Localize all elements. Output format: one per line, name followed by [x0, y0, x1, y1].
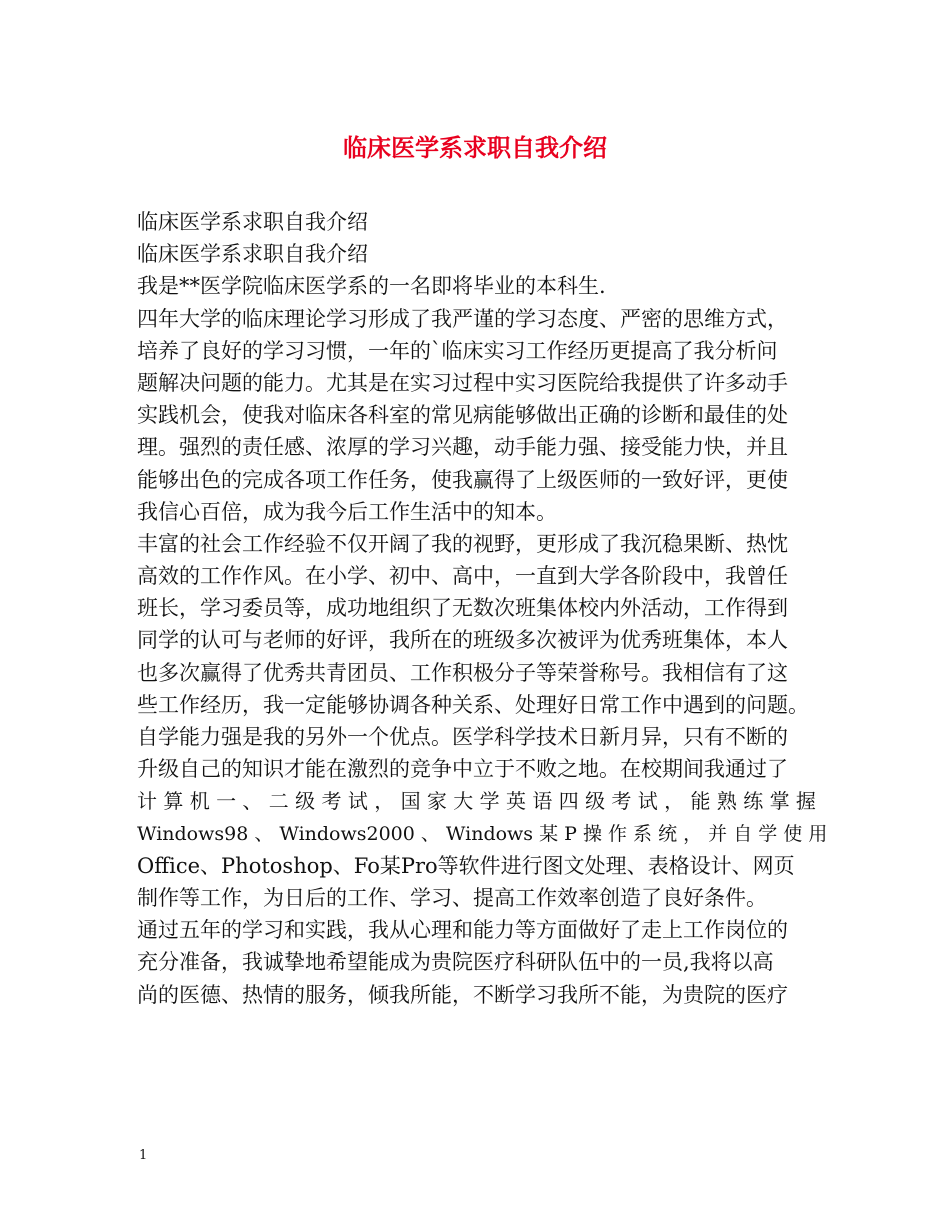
text-line: 培养了良好的学习习惯，一年的`临床实习工作经历更提高了我分析问 — [137, 338, 778, 363]
document-body — [137, 206, 828, 1011]
text-line: 同学的认可与老师的好评，我所在的班级多次被评为优秀班集体，本人 — [137, 628, 788, 653]
text-line: 高效的工作作风。在小学、初中、高中，一直到大学各阶段中，我曾任 — [137, 564, 788, 589]
text-line: 升级自己的知识才能在激烈的竞争中立于不败之地。在校期间我通过了 — [137, 757, 788, 782]
text-line: 丰富的社会工作经验不仅开阔了我的视野，更形成了我沉稳果断、热忱 — [137, 531, 788, 556]
text-line: 我是**医学院临床医学系的一名即将毕业的本科生. — [137, 274, 606, 299]
text-line: 临床医学系求职自我介绍 — [137, 210, 368, 234]
text-line: 临床医学系求职自我介绍 — [137, 242, 368, 267]
text-line: 自学能力强是我的另外一个优点。医学科学技术日新月异，只有不断的 — [137, 725, 788, 749]
text-line: Windows98 、 Windows2000 、 Windows 某 P 操 作 系 统 ， 并 自 学 使 用 — [137, 822, 828, 845]
text-line: 能够出色的完成各项工作任务，使我赢得了上级医师的一致好评，更使 — [137, 467, 788, 492]
text-line: 制作等工作，为日后的工作、学习、提高工作效率创造了良好条件。 — [137, 885, 767, 910]
text-line: 尚的医德、热情的服务，倾我所能，不断学习我所不能，为贵院的医疗 — [137, 982, 788, 1007]
page-number: 1 — [139, 1148, 148, 1163]
text-line: 班长，学习委员等，成功地组织了无数次班集体校内外活动，工作得到 — [137, 596, 788, 621]
text-line: 题解决问题的能力。尤其是在实习过程中实习医院给我提供了许多动手 — [137, 370, 788, 395]
text-line: 四年大学的临床理论学习形成了我严谨的学习态度、严密的思维方式， — [137, 306, 788, 331]
text-line: 些工作经历，我一定能够协调各种关系、处理好日常工作中遇到的问题。 — [137, 692, 809, 717]
text-line: 充分准备，我诚挚地希望能成为贵院医疗科研队伍中的一员,我将以高 — [137, 950, 774, 975]
text-line: 实践机会，使我对临床各科室的常见病能够做出正确的诊断和最佳的处 — [137, 403, 788, 428]
text-line: 计 算 机 一 、 二 级 考 试 ， 国 家 大 学 英 语 四 级 考 试 ， 能 熟 练 掌 握 — [137, 789, 816, 814]
text-line: Office、Photoshop、Fo某Pro等软件进行图文处理、表格设计、网页 — [137, 853, 795, 878]
text-line: 我信心百倍，成为我今后工作生活中的知本。 — [137, 499, 557, 524]
text-line: 也多次赢得了优秀共青团员、工作积极分子等荣誉称号。我相信有了这 — [137, 660, 788, 685]
text-line: 理。强烈的责任感、浓厚的学习兴趣，动手能力强、接受能力快，并且 — [137, 435, 788, 460]
text-line: 通过五年的学习和实践，我从心理和能力等方面做好了走上工作岗位的 — [137, 918, 788, 943]
page-title: 临床医学系求职自我介绍 — [343, 133, 607, 162]
